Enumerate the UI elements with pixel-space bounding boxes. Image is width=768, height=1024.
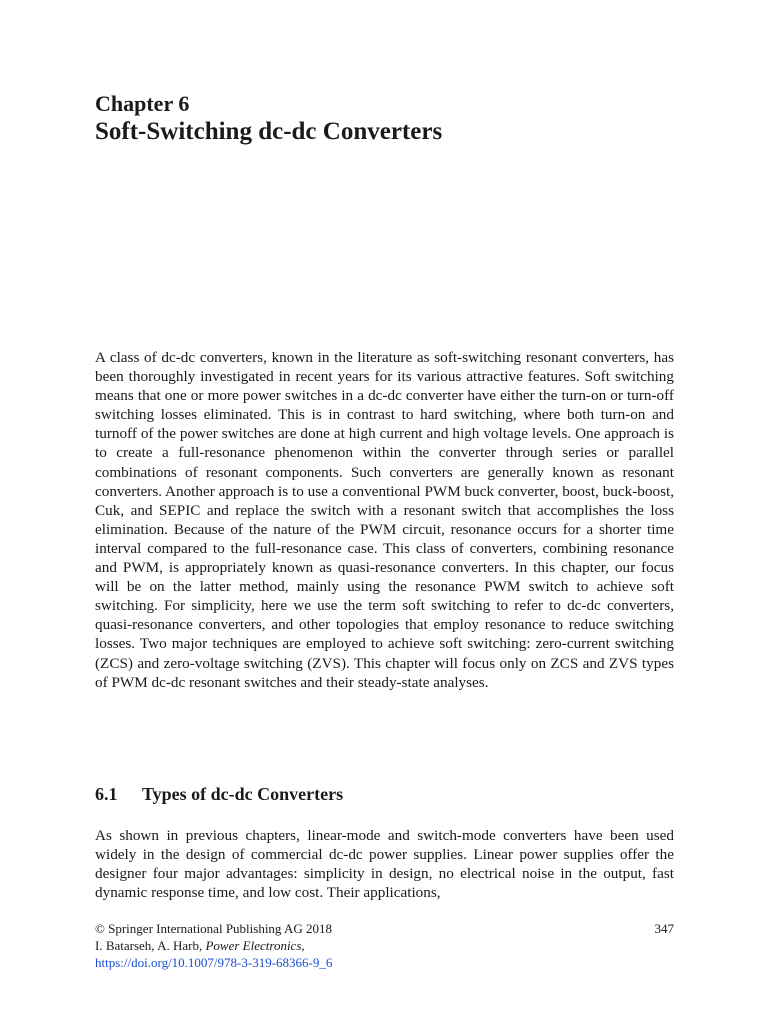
section-title: Types of dc-dc Converters	[142, 784, 344, 804]
book-title: Power Electronics	[205, 938, 302, 953]
intro-paragraph: A class of dc-dc converters, known in the literature as soft-switching resonant converters, has been thoroughly investigated in recent years for its various attractive features. Soft switching means that one or more power switches in a dc-dc converter have either the turn-on or turn-off switching losses eliminated. This is in contrast to hard switching, where both turn-on and turnoff of the power switches are done at high current and high voltage levels. One approach is to create a full-resonance phenomenon within the converter through series or parallel combinations of resonant components. Such converters are generally known as resonant converters. Another approach is to use a conventional PWM buck converter, boost, buck-boost, Cuk, and SEPIC and replace the switch with a resonant switch that accomplishes the loss elimination. Because of the nature of the PWM circuit, resonance occurs for a shorter time interval compared to the full-resonance case. This class of converters, combining resonance and PWM, is appropriately known as quasi-resonance converters. In this chapter, our focus will be on the latter method, mainly using the resonance PWM switch to achieve soft switching. For simplicity, here we use the term soft switching to refer to dc-dc converters, quasi-resonance converters, and other topologies that employ resonance to reduce switching losses. Two major techniques are employed to achieve soft switching: zero-current switching (ZCS) and zero-voltage switching (ZVS). This chapter will focus only on ZCS and ZVS types of PWM dc-dc resonant switches and their steady-state analyses.	[95, 349, 674, 691]
copyright-line: © Springer International Publishing AG 2018	[95, 921, 332, 936]
footer	[95, 920, 674, 971]
page-number: 347	[654, 921, 674, 936]
citation-line	[95, 937, 674, 954]
authors: I. Batarseh, A. Harb,	[95, 938, 203, 953]
book-title-suffix: ,	[301, 938, 305, 953]
section-heading	[95, 783, 343, 805]
chapter-label: Chapter 6	[95, 91, 190, 116]
chapter-title: Soft-Switching dc-dc Converters	[95, 118, 443, 145]
section-paragraph: As shown in previous chapters, linear-mode and switch-mode converters have been used widely in the design of commercial dc-dc power supplies. Linear power supplies offer the designer four major advantages: simplicity in design, no electrical noise in the output, fast dynamic response time, and low cost. Their applications,	[95, 827, 674, 902]
paper-page	[95, 0, 674, 1024]
doi-link[interactable]: https://doi.org/10.1007/978-3-319-68366-9_6	[95, 955, 333, 970]
section-number: 6.1	[95, 784, 118, 804]
